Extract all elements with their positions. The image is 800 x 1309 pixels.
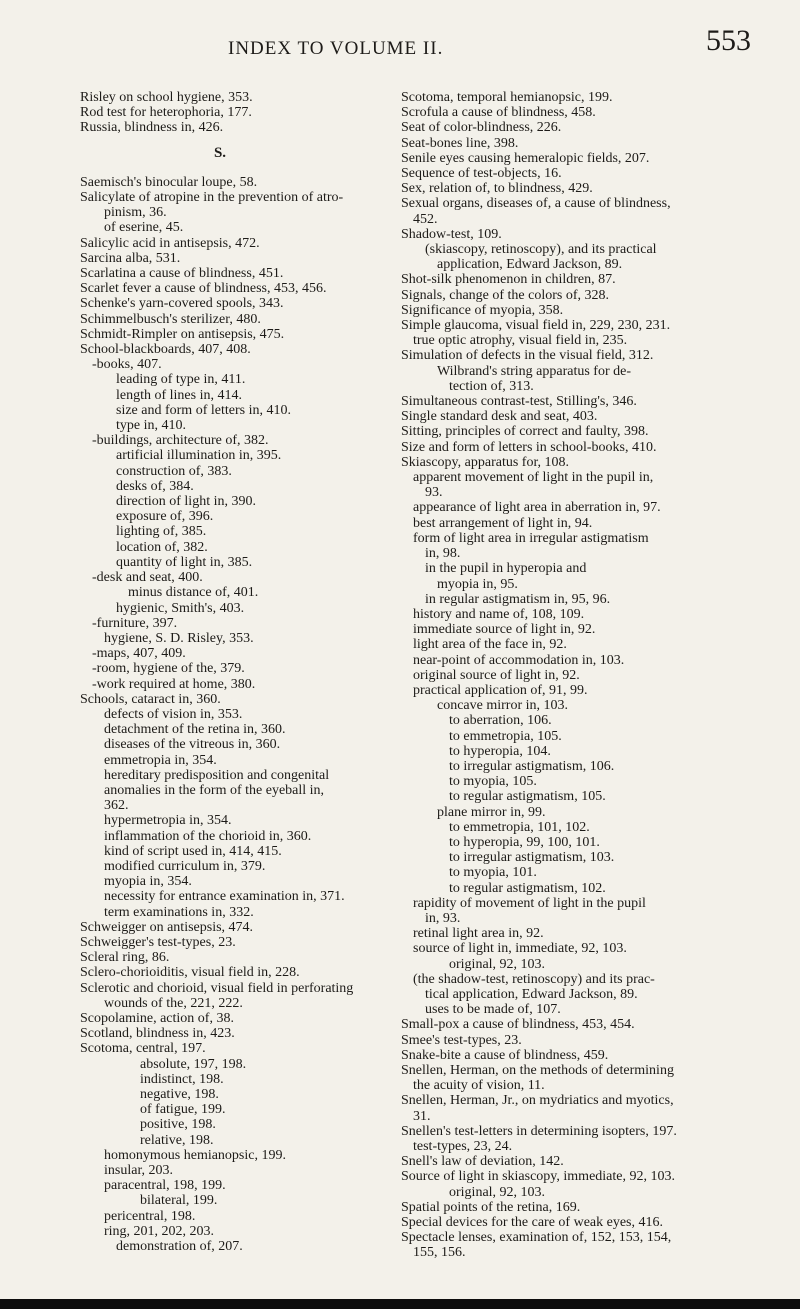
index-entry: original, 92, 103. <box>449 956 546 972</box>
index-entry: Scotoma, central, 197. <box>80 1041 206 1057</box>
index-entry: Russia, blindness in, 426. <box>80 120 224 136</box>
index-entry: desks of, 384. <box>116 478 194 494</box>
index-entry: myopia in, 95. <box>437 576 518 592</box>
index-entry: to aberration, 106. <box>449 713 552 729</box>
index-column-right <box>401 90 771 1261</box>
page-header <box>0 20 800 60</box>
index-entry: Snake-bite a cause of blindness, 459. <box>401 1047 609 1063</box>
index-entry: original, 92, 103. <box>449 1184 546 1200</box>
index-entry: retinal light area in, 92. <box>413 926 544 942</box>
index-entry: Seat of color-blindness, 226. <box>401 120 562 136</box>
index-entry: to regular astigmatism, 102. <box>449 880 606 896</box>
index-entry: Single standard desk and seat, 403. <box>401 409 598 425</box>
index-entry: application, Edward Jackson, 89. <box>437 257 623 273</box>
index-entry: Seat-bones line, 398. <box>401 135 519 151</box>
index-entry: Salicylic acid in antisepsis, 472. <box>80 235 260 251</box>
index-entry: in the pupil in hyperopia and <box>425 561 587 577</box>
index-entry: Sequence of test-objects, 16. <box>401 166 562 182</box>
index-entry: ring, 201, 202, 203. <box>104 1223 215 1239</box>
index-entry: type in, 410. <box>116 418 186 434</box>
index-entry: to myopia, 105. <box>449 774 537 790</box>
section-letter: S. <box>213 144 227 161</box>
index-entry: Wilbrand's string apparatus for de- <box>437 363 632 379</box>
index-entry: Scotoma, temporal hemianopsic, 199. <box>401 90 613 105</box>
index-entry: Spectacle lenses, examination of, 152, 153, 154, <box>401 1230 672 1246</box>
index-entry: positive, 198. <box>140 1117 216 1133</box>
index-entry: Sexual organs, diseases of, a cause of blindness, <box>401 196 671 212</box>
index-entry: appearance of light area in aberration in, 97. <box>413 500 661 516</box>
index-entry: myopia in, 354. <box>104 874 192 890</box>
index-entry: -maps, 407, 409. <box>92 646 186 662</box>
index-entry: pericentral, 198. <box>104 1208 196 1224</box>
index-entry: minus distance of, 401. <box>128 585 259 601</box>
index-entry: Sitting, principles of correct and faulty, 398. <box>401 424 649 440</box>
index-entry: Scarlet fever a cause of blindness, 453, 456. <box>80 281 327 297</box>
index-entry: in regular astigmatism in, 95, 96. <box>425 591 611 607</box>
index-entry: term examinations in, 332. <box>104 904 254 920</box>
index-entry: uses to be made of, 107. <box>425 1002 561 1018</box>
index-entry: Schweigger on antisepsis, 474. <box>80 919 254 935</box>
index-entry: lighting of, 385. <box>116 524 207 540</box>
index-entry: Scotland, blindness in, 423. <box>80 1026 235 1042</box>
index-entry: Simultaneous contrast-test, Stilling's, 346. <box>401 394 637 410</box>
index-entry: to hyperopia, 99, 100, 101. <box>449 834 600 850</box>
index-entry: to myopia, 101. <box>449 865 537 881</box>
index-entry: of fatigue, 199. <box>140 1102 226 1118</box>
index-entry: size and form of letters in, 410. <box>116 402 291 418</box>
index-entry: modified curriculum in, 379. <box>104 858 266 874</box>
index-entry: immediate source of light in, 92. <box>413 622 596 638</box>
index-entry: Snellen, Herman, Jr., on mydriatics and myotics, <box>401 1093 674 1109</box>
index-entry: Spatial points of the retina, 169. <box>401 1199 581 1215</box>
index-entry: -work required at home, 380. <box>92 676 256 692</box>
index-entry: Senile eyes causing hemeralopic fields, 207. <box>401 150 650 166</box>
index-entry: Size and form of letters in school-books, 410. <box>401 439 657 455</box>
index-entry: quantity of light in, 385. <box>116 554 253 570</box>
index-entry: inflammation of the chorioid in, 360. <box>104 828 312 844</box>
index-entry: emmetropia in, 354. <box>104 752 217 768</box>
index-entry: history and name of, 108, 109. <box>413 606 585 622</box>
index-entry: to irregular astigmatism, 106. <box>449 758 615 774</box>
index-entry: location of, 382. <box>116 539 208 555</box>
index-entry: hereditary predisposition and congenital <box>104 767 330 783</box>
index-entry: hygiene, S. D. Risley, 353. <box>104 630 254 646</box>
index-entry: kind of script used in, 414, 415. <box>104 843 282 859</box>
index-entry: Scopolamine, action of, 38. <box>80 1010 234 1026</box>
index-entry: Risley on school hygiene, 353. <box>80 90 253 105</box>
index-entry: paracentral, 198, 199. <box>104 1178 226 1194</box>
index-entry: to regular astigmatism, 105. <box>449 789 606 805</box>
index-entry: to emmetropia, 105. <box>449 728 562 744</box>
index-entry: Saemisch's binocular loupe, 58. <box>80 174 258 190</box>
index-entry: -room, hygiene of the, 379. <box>92 661 245 677</box>
index-entry: leading of type in, 411. <box>116 372 246 388</box>
index-entry: original source of light in, 92. <box>413 667 580 683</box>
index-entry: concave mirror in, 103. <box>437 698 569 714</box>
index-entry: -books, 407. <box>92 357 162 373</box>
index-entry: construction of, 383. <box>116 463 232 479</box>
index-column-left <box>80 90 390 1254</box>
index-entry: defects of vision in, 353. <box>104 706 243 722</box>
index-entry: Sarcina alba, 531. <box>80 250 181 266</box>
index-entry: 93. <box>425 485 443 501</box>
index-entry: near-point of accommodation in, 103. <box>413 652 625 668</box>
index-entry: necessity for entrance examination in, 371. <box>104 889 345 905</box>
index-entry: diseases of the vitreous in, 360. <box>104 737 281 753</box>
index-entry: wounds of the, 221, 222. <box>104 995 243 1011</box>
index-entry: bilateral, 199. <box>140 1193 218 1209</box>
index-entry: in, 98. <box>425 546 461 562</box>
index-entry: plane mirror in, 99. <box>437 804 546 820</box>
index-entry: direction of light in, 390. <box>116 494 256 510</box>
index-entry: Sclerotic and chorioid, visual field in perforating <box>80 980 354 996</box>
index-entry: insular, 203. <box>104 1163 174 1179</box>
index-entry: to emmetropia, 101, 102. <box>449 819 590 835</box>
index-entry: best arrangement of light in, 94. <box>413 515 593 531</box>
index-entry: tection of, 313. <box>449 378 534 394</box>
index-entry: Sex, relation of, to blindness, 429. <box>401 181 593 197</box>
index-entry: 155, 156. <box>413 1245 466 1261</box>
index-entry: tical application, Edward Jackson, 89. <box>425 986 638 1002</box>
index-entry: Schenke's yarn-covered spools, 343. <box>80 296 284 312</box>
index-entry: -furniture, 397. <box>92 615 178 631</box>
index-entry: the acuity of vision, 11. <box>413 1078 545 1094</box>
index-entry: exposure of, 396. <box>116 509 214 525</box>
page-number: 553 <box>706 24 751 57</box>
index-entry: Sclero-chorioiditis, visual field in, 228. <box>80 965 300 981</box>
index-entry: Smee's test-types, 23. <box>401 1032 522 1048</box>
index-entry: true optic atrophy, visual field in, 235. <box>413 333 628 349</box>
index-entry: light area of the face in, 92. <box>413 637 567 653</box>
index-entry: Rod test for heterophoria, 177. <box>80 105 252 121</box>
index-entry: test-types, 23, 24. <box>413 1139 513 1155</box>
index-entry: Salicylate of atropine in the prevention of atro- <box>80 190 344 206</box>
index-entry: in, 93. <box>425 910 461 926</box>
index-entry: negative, 198. <box>140 1087 219 1102</box>
index-entry: length of lines in, 414. <box>116 387 242 403</box>
index-entry: Snellen, Herman, on the methods of determining <box>401 1063 674 1078</box>
index-entry: Scarlatina a cause of blindness, 451. <box>80 266 284 282</box>
index-entry: Snell's law of deviation, 142. <box>401 1154 564 1170</box>
index-entry: Shadow-test, 109. <box>401 226 502 242</box>
index-entry: -desk and seat, 400. <box>92 570 203 586</box>
index-entry: (skiascopy, retinoscopy), and its practical <box>425 242 657 258</box>
index-entry: Snellen's test-letters in determining isopters, 197. <box>401 1123 677 1139</box>
index-entry: School-blackboards, 407, 408. <box>80 342 251 358</box>
index-entry: artificial illumination in, 395. <box>116 448 282 464</box>
index-entry: Schimmelbusch's sterilizer, 480. <box>80 311 261 327</box>
bottom-rule <box>0 1299 800 1309</box>
index-entry: Skiascopy, apparatus for, 108. <box>401 454 570 470</box>
index-entry: Scrofula a cause of blindness, 458. <box>401 105 596 121</box>
index-entry: demonstration of, 207. <box>116 1239 243 1255</box>
index-entry: 452. <box>413 211 438 227</box>
index-entry: Schmidt-Rimpler on antisepsis, 475. <box>80 326 285 342</box>
index-entry: Source of light in skiascopy, immediate, 92, 103. <box>401 1169 675 1185</box>
index-entry: rapidity of movement of light in the pupil <box>413 895 646 911</box>
index-entry: to hyperopia, 104. <box>449 743 551 759</box>
index-entry: Schweigger's test-types, 23. <box>80 934 236 950</box>
index-entry: Simple glaucoma, visual field in, 229, 230, 231. <box>401 318 671 334</box>
index-entry: Shot-silk phenomenon in children, 87. <box>401 272 616 288</box>
index-entry: Scleral ring, 86. <box>80 950 170 966</box>
index-entry: -buildings, architecture of, 382. <box>92 433 269 449</box>
index-entry: Schools, cataract in, 360. <box>80 691 221 707</box>
index-entry: indistinct, 198. <box>140 1071 224 1087</box>
index-entry: to irregular astigmatism, 103. <box>449 850 615 866</box>
index-entry: practical application of, 91, 99. <box>413 682 588 698</box>
index-entry: absolute, 197, 198. <box>140 1056 247 1072</box>
index-entry: pinism, 36. <box>104 205 167 221</box>
index-entry: Special devices for the care of weak eyes, 416. <box>401 1215 663 1231</box>
index-entry: hypermetropia in, 354. <box>104 813 232 829</box>
index-entry: form of light area in irregular astigmatism <box>413 530 649 546</box>
index-entry: 31. <box>413 1108 431 1124</box>
index-entry: relative, 198. <box>140 1132 214 1148</box>
index-entry: 362. <box>104 798 129 814</box>
index-entry: of eserine, 45. <box>104 220 184 236</box>
index-entry: anomalies in the form of the eyeball in, <box>104 782 325 798</box>
index-entry: homonymous hemianopsic, 199. <box>104 1147 286 1163</box>
index-entry: Small-pox a cause of blindness, 453, 454. <box>401 1017 635 1033</box>
index-entry: Significance of myopia, 358. <box>401 302 564 318</box>
index-entry: apparent movement of light in the pupil in, <box>413 470 654 486</box>
index-entry: (the shadow-test, retinoscopy) and its prac- <box>413 971 655 987</box>
index-entry: detachment of the retina in, 360. <box>104 722 286 738</box>
index-entry: source of light in, immediate, 92, 103. <box>413 941 627 957</box>
index-entry: Simulation of defects in the visual field, 312. <box>401 348 654 364</box>
running-head: INDEX TO VOLUME II. <box>228 38 444 59</box>
index-entry: hygienic, Smith's, 403. <box>116 600 245 616</box>
index-entry: Signals, change of the colors of, 328. <box>401 287 610 303</box>
